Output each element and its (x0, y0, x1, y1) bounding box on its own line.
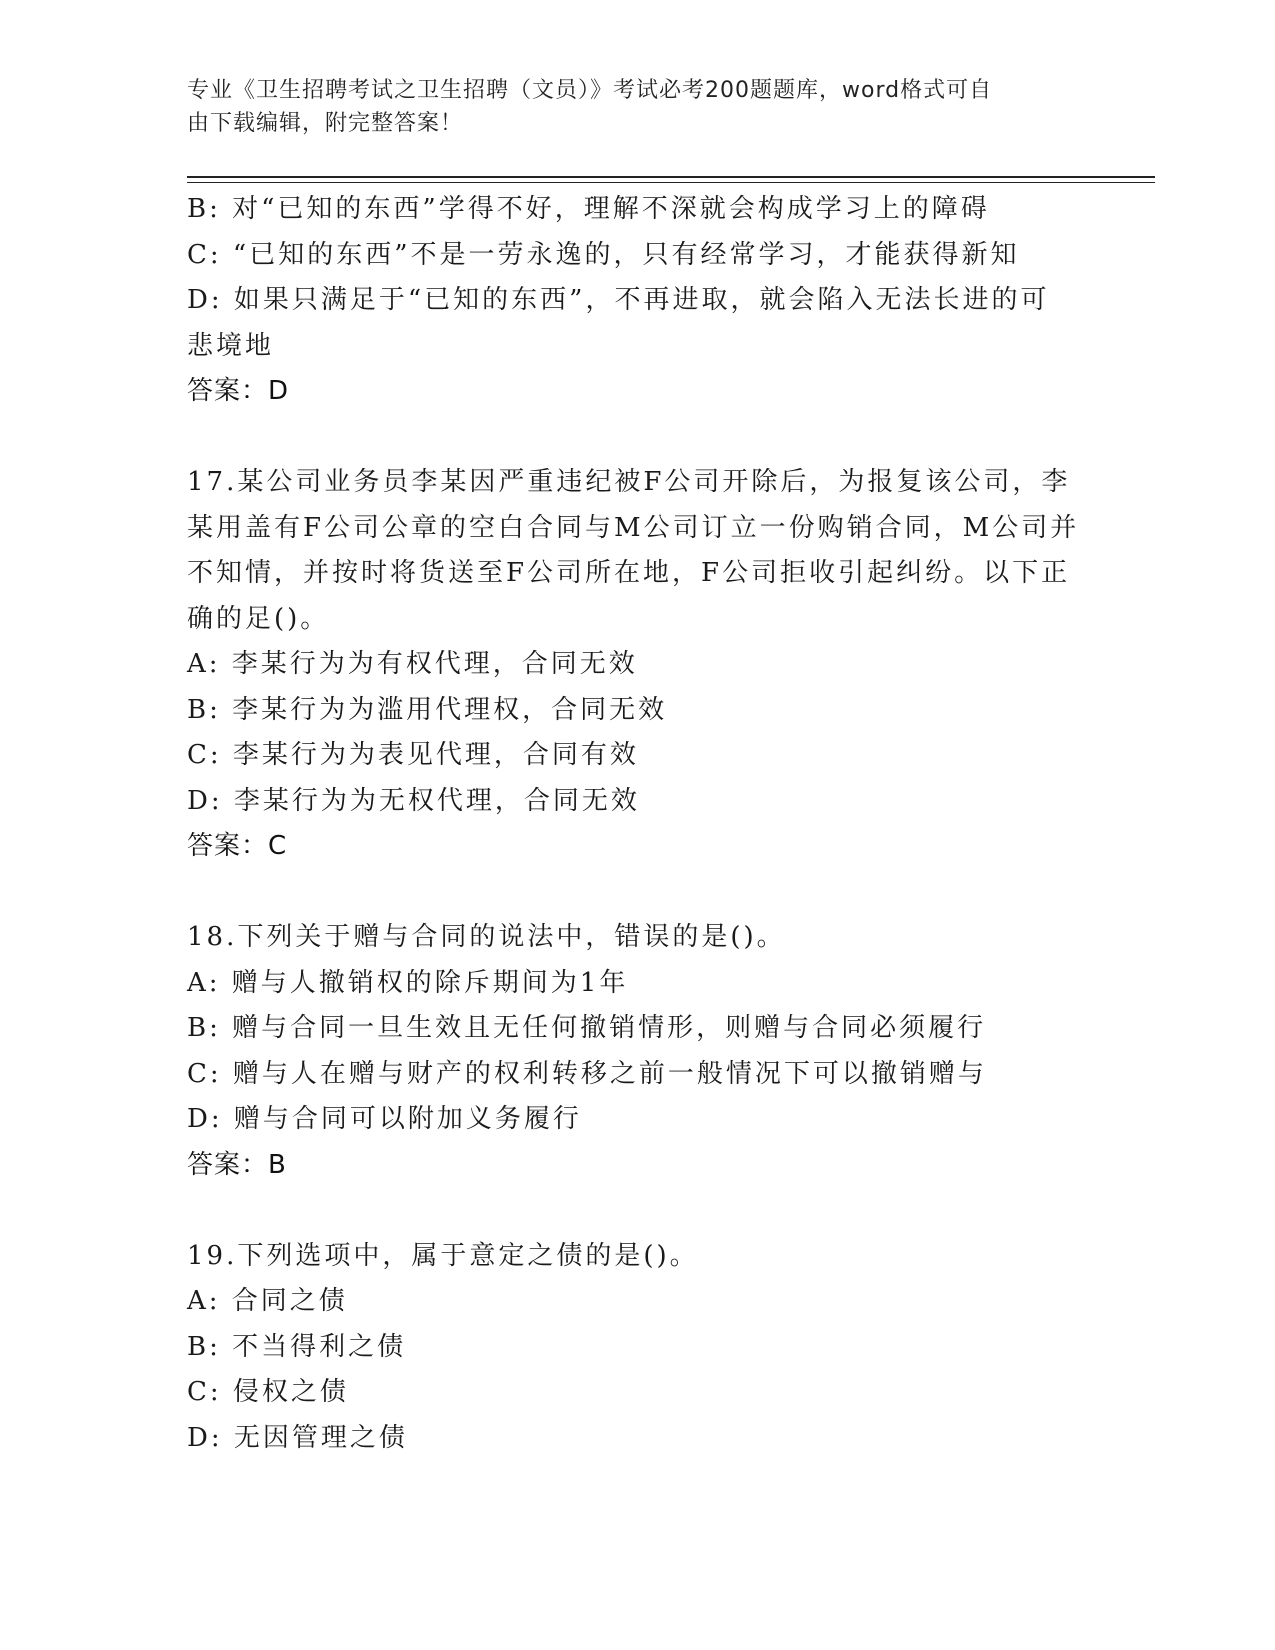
option-a: A: 李某行为为有权代理，合同无效 (187, 649, 638, 679)
option-c: C: 赠与人在赠与财产的权利转移之前一般情况下可以撤销赠与 (187, 1058, 987, 1089)
option-b: B: 对“已知的东西”学得不好，理解不深就会构成学习上的障碍 (187, 194, 990, 224)
question-stem: 18.下列关于赠与合同的说法中，错误的是()。 (187, 922, 786, 952)
option-b: B: 不当得利之债 (187, 1331, 407, 1362)
answer-line: 答案：D (187, 376, 290, 406)
document-header (187, 74, 1067, 140)
question-list (187, 187, 1087, 1461)
question-17 (187, 460, 1087, 870)
option-c: C: “已知的东西”不是一劳永逸的，只有经常学习，才能获得新知 (187, 239, 1020, 270)
option-a: A: 合同之债 (187, 1286, 348, 1316)
spacer (187, 415, 1087, 461)
answer-line: 答案：B (187, 1149, 287, 1180)
option-b: B: 赠与合同一旦生效且无任何撤销情形，则赠与合同必须履行 (187, 1013, 987, 1043)
option-d-continued: 悲境地 (187, 330, 275, 361)
question-stem: 不知情，并按时将货送至F公司所在地，F公司拒收引起纠纷。以下正 (187, 558, 1071, 588)
spacer (187, 870, 1087, 916)
option-c: C: 李某行为为表见代理，合同有效 (187, 740, 639, 770)
header-line: 专业《卫生招聘考试之卫生招聘（文员）》考试必考200题题库，word格式可自 (187, 78, 993, 103)
question-18 (187, 915, 1087, 1188)
option-a: A: 赠与人撤销权的除斥期间为1年 (187, 967, 629, 998)
answer-line: 答案：C (187, 831, 288, 861)
spacer (187, 1188, 1087, 1234)
question-19 (187, 1234, 1087, 1462)
option-c: C: 侵权之债 (187, 1377, 349, 1407)
option-b: B: 李某行为为滥用代理权，合同无效 (187, 694, 668, 725)
question-stem: 某用盖有F公司公章的空白合同与M公司订立一份购销合同，M公司并 (187, 512, 1080, 543)
question-stem: 确的足()。 (187, 603, 330, 634)
header-divider (187, 176, 1155, 178)
question-stem: 17.某公司业务员李某因严重违纪被F公司开除后，为报复该公司，李 (187, 467, 1071, 497)
header-line: 由下载编辑，附完整答案！ (187, 111, 464, 136)
option-d: D: 如果只满足于“已知的东西”，不再进取，就会陷入无法长进的可 (187, 285, 1050, 315)
header-divider-thin (187, 182, 1155, 183)
question-stem: 19.下列选项中，属于意定之债的是()。 (187, 1240, 699, 1271)
question-16-continued (187, 187, 1087, 415)
option-d: D: 李某行为为无权代理，合同无效 (187, 785, 640, 816)
option-d: D: 无因管理之债 (187, 1422, 408, 1453)
option-d: D: 赠与合同可以附加义务履行 (187, 1104, 582, 1134)
